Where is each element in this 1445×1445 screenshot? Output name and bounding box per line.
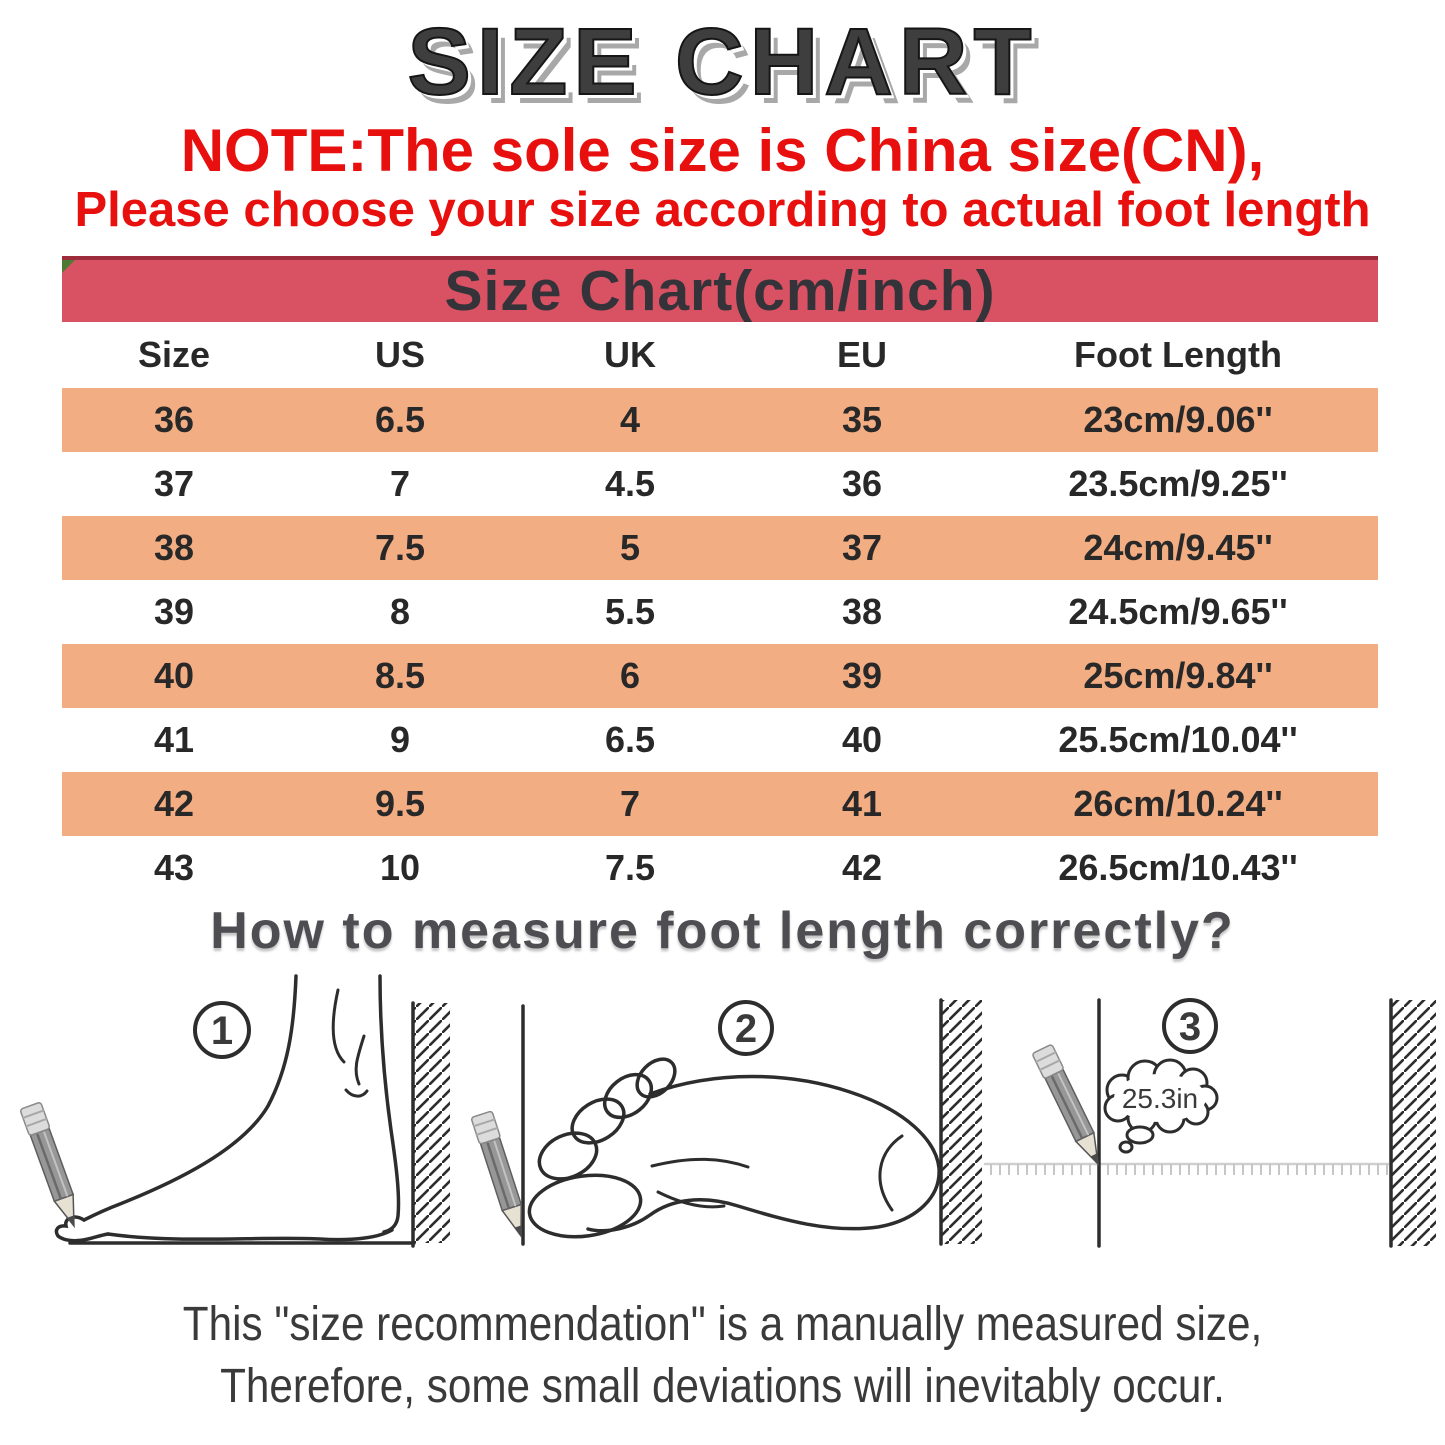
foot-side-front-contour: [84, 976, 296, 1220]
table-row: [62, 836, 1378, 900]
table-cell: 42: [841, 847, 883, 888]
table-cell: 37: [841, 527, 883, 568]
step2-number: 2: [734, 1007, 758, 1051]
table-row: [62, 388, 1378, 452]
sole-detail: [652, 1159, 748, 1167]
step2-illustration: [471, 1000, 982, 1244]
table-row: [62, 772, 1378, 836]
table-cell: 9: [389, 719, 411, 760]
table-cell: 10: [379, 847, 421, 888]
table-cell: 40: [841, 719, 883, 760]
disclaimer-line-2: Therefore, some small deviations will inevitably occur.: [220, 1360, 1225, 1413]
ankle-detail: [333, 990, 344, 1062]
table-cell: 9.5: [374, 783, 426, 824]
step1-number: 1: [210, 1009, 234, 1053]
ankle-detail: [356, 1036, 364, 1084]
disclaimer: [0, 1294, 1445, 1418]
step3-illustration: [985, 1000, 1436, 1246]
table-cell: 4: [619, 399, 641, 440]
table-cell: 23.5cm/9.25'': [1068, 463, 1288, 504]
table-cell: 5: [619, 527, 641, 568]
measure-heading: How to measure foot length correctly?: [210, 902, 1235, 960]
toe: [630, 1052, 682, 1104]
pencil-icon: [20, 1102, 84, 1230]
table-cell: 24.5cm/9.65'': [1068, 591, 1288, 632]
table-cell: 23cm/9.06'': [1083, 399, 1273, 440]
heel-detail: [880, 1136, 902, 1210]
table-cell: 36: [153, 399, 195, 440]
table-row: [62, 708, 1378, 772]
table-cell: 7.5: [374, 527, 426, 568]
table-cell: 25.5cm/10.04'': [1058, 719, 1298, 760]
table-cell: 7: [389, 463, 411, 504]
wall-hatch: [942, 1000, 982, 1244]
step3-number: 3: [1178, 1005, 1202, 1049]
wall-hatch: [414, 1003, 450, 1243]
toe: [532, 1124, 604, 1187]
note-line-1: NOTE:The sole size is China size(CN),: [180, 117, 1265, 184]
table-cell: 5.5: [604, 591, 656, 632]
table-banner: [62, 256, 1378, 322]
table-cell: 36: [841, 463, 883, 504]
big-toe: [525, 1168, 644, 1243]
foot-side-toes: [56, 1217, 108, 1241]
table-cell: 35: [841, 399, 883, 440]
column-header-foot-length: Foot Length: [1074, 334, 1282, 375]
measure-illustrations: [0, 968, 1445, 1274]
note-line-2: Please choose your size according to actual foot length: [74, 183, 1371, 237]
toe: [564, 1090, 632, 1152]
column-header-us: US: [374, 334, 425, 375]
column-header-uk: UK: [604, 334, 656, 375]
table-cell: 8.5: [374, 655, 426, 696]
column-header-eu: EU: [836, 334, 887, 375]
thought-bubble: [1105, 1060, 1217, 1152]
table-cell: 38: [841, 591, 883, 632]
page-title: SIZE CHART: [407, 9, 1038, 115]
foot-side-heel-contour: [380, 976, 399, 1232]
table-row: [62, 580, 1378, 644]
table-cell: 25cm/9.84'': [1083, 655, 1273, 696]
table-cell: 39: [841, 655, 883, 696]
table-cell: 26.5cm/10.43'': [1058, 847, 1298, 888]
table-cell: 43: [153, 847, 195, 888]
table-row: [62, 452, 1378, 516]
table-cell: 38: [153, 527, 195, 568]
ankle-detail: [346, 1090, 367, 1096]
table-cell: 6.5: [374, 399, 426, 440]
table-banner-title: Size Chart(cm/inch): [444, 259, 996, 323]
column-header-size: Size: [137, 334, 211, 375]
corner-marker-icon: [62, 260, 75, 273]
table-cell: 42: [153, 783, 195, 824]
table-cell: 24cm/9.45'': [1083, 527, 1273, 568]
table-cell: 40: [153, 655, 195, 696]
table-cell: 6: [619, 655, 641, 696]
table-cell: 7: [619, 783, 641, 824]
foot-side-sole: [108, 1230, 392, 1240]
pencil-icon: [1032, 1044, 1108, 1169]
wall-hatch: [1392, 1000, 1436, 1246]
table-row: [62, 644, 1378, 708]
bubble-measurement-text: 25.3in: [1121, 1083, 1199, 1114]
table-cell: 7.5: [604, 847, 656, 888]
table-row: [62, 516, 1378, 580]
table-cell: 41: [841, 783, 883, 824]
table-cell: 4.5: [604, 463, 656, 504]
disclaimer-line-1: This "size recommendation" is a manually measured size,: [182, 1298, 1263, 1351]
table-cell: 37: [153, 463, 195, 504]
table-cell: 26cm/10.24'': [1073, 783, 1283, 824]
step1-illustration: [20, 976, 450, 1246]
table-cell: 39: [153, 591, 195, 632]
table-cell: 41: [153, 719, 195, 760]
table-cell: 8: [389, 591, 411, 632]
table-cell: 6.5: [604, 719, 656, 760]
table-header-row: [62, 322, 1378, 388]
ruler-ticks: [986, 1164, 1388, 1175]
